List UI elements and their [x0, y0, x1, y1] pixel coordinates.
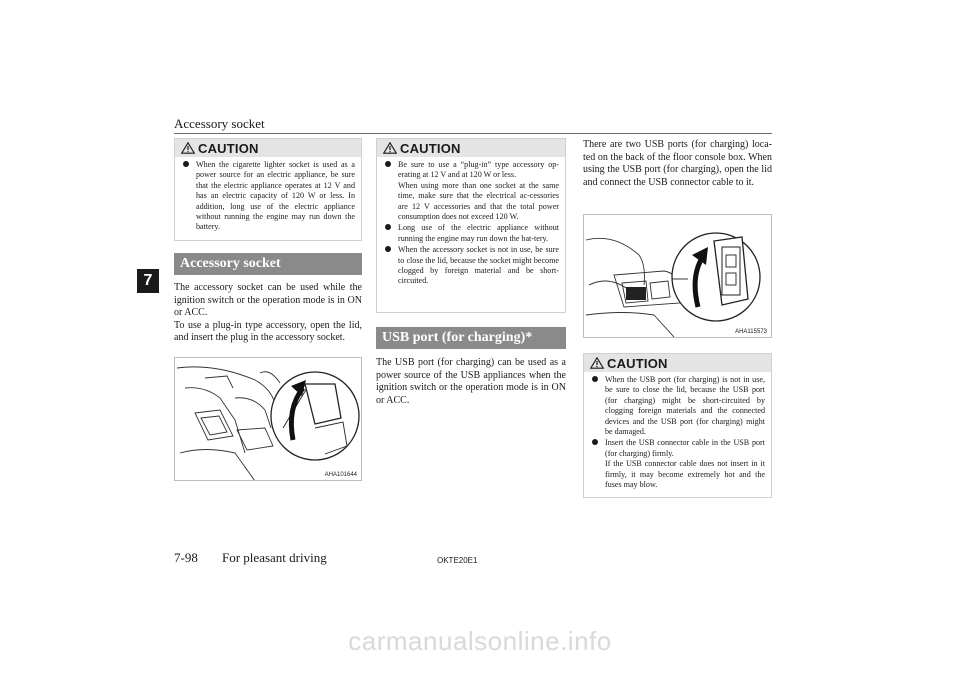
figure-accessory-socket — [174, 357, 362, 481]
bullet-icon — [592, 376, 598, 382]
caution-label: CAUTION — [607, 355, 668, 371]
caution-item: Long use of the electric appliance without running the engine may run down the bat-tery. — [385, 223, 559, 244]
section-body-usb-port: The USB port (for charging) can be used as a power source of the USB appliances when the ignition switch or the operation mode is in ON or ACC. — [376, 357, 566, 406]
running-header: Accessory socket — [174, 116, 265, 131]
caution-box-plug-in — [376, 138, 566, 313]
footer-doc-code: OKTE20E1 — [437, 556, 478, 565]
caution-box-usb — [583, 353, 772, 498]
caution-item: Be sure to use a “plug-in” type accessory op-erating at 12 V and at 120 W or less. When using more than one socket at the same time, make sure that the electrical ac-cessories are 12 V accessories and that the total power consumption does not exceed 120 W. — [385, 160, 559, 222]
caution-item: Insert the USB connector cable in the USB port (for charging) firmly. If the USB connector cable does not insert in it firmly, it may become extremely hot and the fuses may blow. — [592, 438, 765, 490]
bullet-icon — [592, 439, 598, 445]
watermark: carmanualsonline.info — [348, 626, 612, 656]
warning-triangle-icon — [383, 142, 397, 154]
caution-header — [175, 139, 361, 157]
usb-port-illustration — [584, 215, 772, 338]
chapter-tab: 7 — [137, 269, 159, 293]
caution-item: When the USB port (for charging) is not in use, be sure to close the lid, because the USB port (for charging) might be short-circuited by clogging foreign materials and the connected devices and the USB port (for charging) might be damaged. — [592, 375, 765, 437]
bullet-icon — [385, 161, 391, 167]
caution-box-lighter — [174, 138, 362, 241]
warning-triangle-icon — [181, 142, 195, 154]
figure-code: AHA115573 — [735, 329, 767, 335]
caution-item: When the accessory socket is not in use, be sure to close the lid, because the socket might become clogged by foreign material and be short-circuited. — [385, 245, 559, 287]
page-number: 7-98 — [174, 550, 198, 565]
caution-header — [584, 354, 771, 372]
bullet-icon — [385, 224, 391, 230]
figure-usb-port — [583, 214, 772, 338]
caution-label: CAUTION — [198, 140, 259, 156]
header-rule — [174, 133, 772, 134]
section-title-accessory-socket: Accessory socket — [174, 253, 362, 275]
caution-header — [377, 139, 565, 157]
figure-code: AHA101644 — [324, 472, 357, 478]
caution-label: CAUTION — [400, 140, 461, 156]
usb-location-text: There are two USB ports (for charging) loca-ted on the back of the floor console box. When using the USB port (for charging), open the lid and connect the USB connector cable to it. — [583, 139, 772, 188]
warning-triangle-icon — [590, 357, 604, 369]
bullet-icon — [385, 246, 391, 252]
section-title-usb-port: USB port (for charging)* — [376, 327, 566, 349]
console-socket-illustration — [175, 358, 362, 481]
section-body-accessory-socket: The accessory socket can be used while the ignition switch or the operation mode is in ON or ACC. To use a plug-in type accessory, open the lid, and insert the plug in the accessory socket. — [174, 282, 362, 344]
footer-section-title: For pleasant driving — [222, 550, 327, 565]
bullet-icon — [183, 161, 189, 167]
caution-item: When the cigarette lighter socket is used as a power source for an electric appliance, be sure that the electric appliance operates at 12 V and has an electric capacity of 120 W or less. In addition, long use of the electric appliance without running the engine may run down the battery. — [183, 160, 355, 233]
